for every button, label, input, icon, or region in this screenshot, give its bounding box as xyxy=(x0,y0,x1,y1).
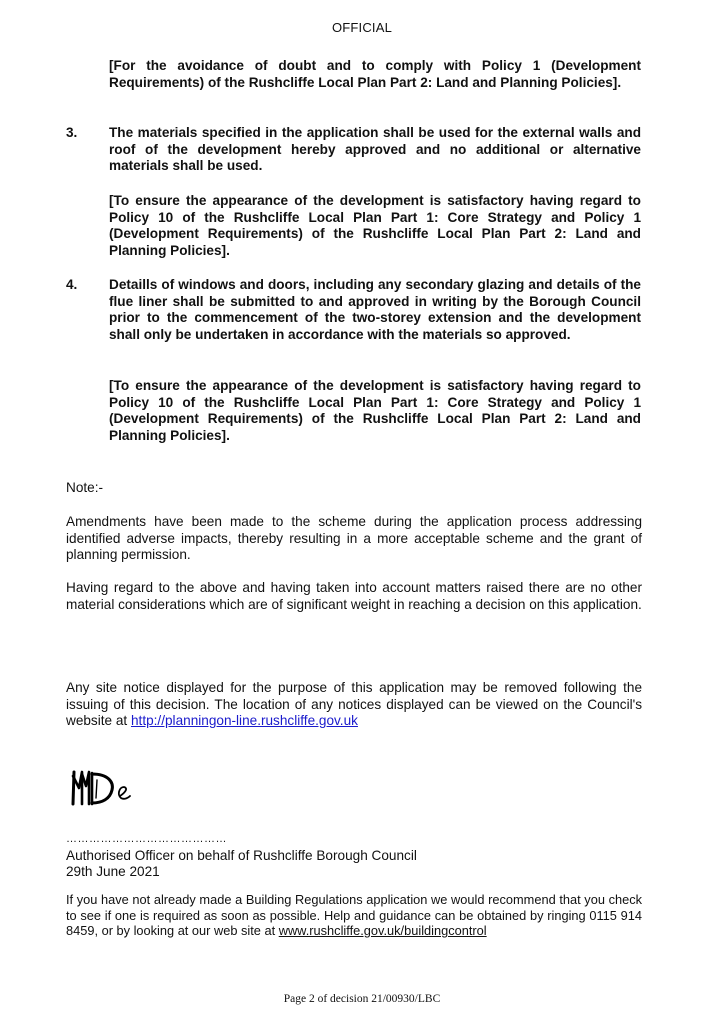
note-heading: Note:- xyxy=(66,480,104,495)
building-regs-paragraph xyxy=(66,892,642,939)
condition-number: 4. xyxy=(66,277,78,292)
condition-reason: [To ensure the appearance of the development is satisfactory having regard to Policy 10 of the Rushcliffe Local Plan Part 1: Core Strategy and Policy 1 (Development Requirements) of the Rushcliffe Local Plan Part 2: Land and Planning Policies]. xyxy=(109,378,641,443)
classification-label: OFFICIAL xyxy=(331,20,393,35)
decision-date: 29th June 2021 xyxy=(66,864,160,879)
signature-line: …………………………………… xyxy=(66,833,227,845)
condition-reason: [To ensure the appearance of the development is satisfactory having regard to Policy 10 of the Rushcliffe Local Plan Part 1: Core Strategy and Policy 1 (Development Requirements) of the Rushcliffe Local Plan Part 2: Land and Planning Policies]. xyxy=(109,193,641,258)
condition-text: The materials specified in the application shall be used for the external walls and roof of the development hereby approved and no additional or alternative materials shall be used. xyxy=(109,125,641,173)
handwritten-signature xyxy=(70,766,142,810)
site-notice-text: Any site notice displayed for the purpose of this application may be removed following the issuing of this decision. The location of any notices displayed can be viewed on the Council's website at xyxy=(66,680,642,728)
authorised-officer: Authorised Officer on behalf of Rushcliffe Borough Council xyxy=(66,848,417,863)
planning-website-link[interactable]: http://planningon-line.rushcliffe.gov.uk xyxy=(130,713,358,728)
building-regs-text: If you have not already made a Building Regulations application we would recommend that you check to see if one is required as soon as possible. Help and guidance can be obtained by ringing 0115 914 8459, or by looking at our web site at xyxy=(66,892,642,939)
page-footer: Page 2 of decision 21/00930/LBC xyxy=(283,993,441,1005)
building-control-link[interactable]: www.rushcliffe.gov.uk/buildingcontrol xyxy=(278,923,487,939)
reason-text: [For the avoidance of doubt and to comply with Policy 1 (Development Requirements) of the Rushcliffe Local Plan Part 2: Land and Planning Policies]. xyxy=(109,58,641,90)
condition-number: 3. xyxy=(66,125,78,140)
note-paragraph-considerations: Having regard to the above and having taken into account matters raised there are no other material considerations which are of significant weight in reaching a decision on this application. xyxy=(66,580,642,612)
site-notice-paragraph xyxy=(66,680,642,730)
note-paragraph-amendments: Amendments have been made to the scheme during the application process addressing identified adverse impacts, thereby resulting in a more acceptable scheme and the grant of planning permission. xyxy=(66,514,642,562)
condition-text: Detaills of windows and doors, including any secondary glazing and details of the flue liner shall be submitted to and approved in writing by the Borough Council prior to the commencement of the two-storey extension and the development shall only be undertaken in accordance with the materials so approved. xyxy=(109,277,641,342)
